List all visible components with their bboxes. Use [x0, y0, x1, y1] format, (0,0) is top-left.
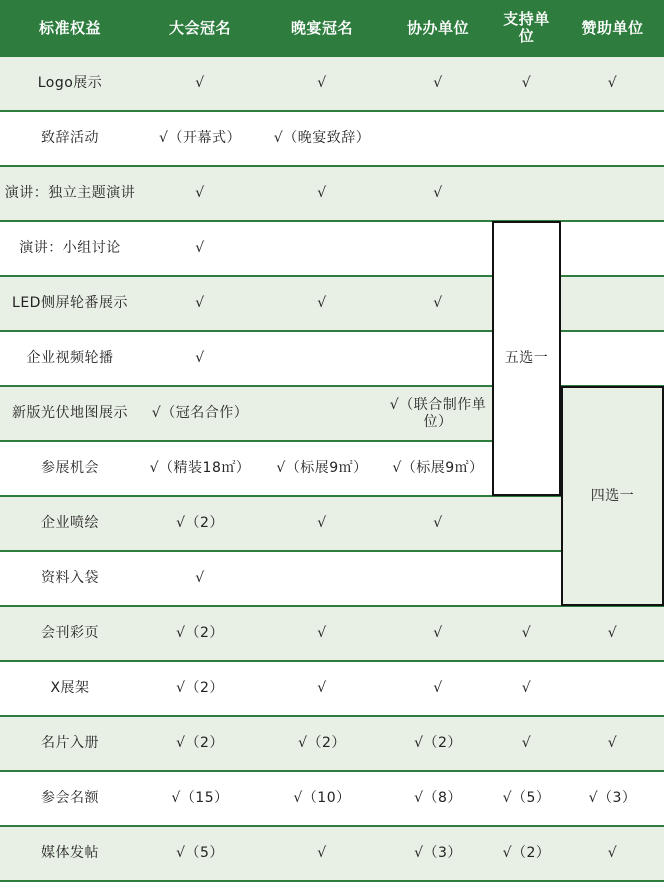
row-divider: [0, 825, 664, 827]
row-value: [561, 166, 664, 221]
choose-four-label: 四选一: [590, 487, 635, 504]
row-label: 媒体发帖: [41, 845, 99, 861]
row-divider: [0, 330, 664, 332]
row-value: √: [607, 75, 618, 91]
row-value: [260, 331, 384, 386]
row-value: √: [317, 515, 327, 531]
row-value: √: [433, 680, 443, 696]
row-value: √: [317, 295, 327, 311]
row-label: 致辞活动: [41, 130, 99, 146]
row-value: √: [317, 845, 327, 861]
row-label: 参展机会: [41, 460, 99, 476]
row-value: √（晚宴致辞）: [273, 130, 371, 146]
row-divider: [0, 55, 664, 57]
row-value: √（3）: [414, 845, 462, 861]
row-value: [260, 221, 384, 276]
row-value: √（联合制作单位）: [389, 396, 487, 430]
row-label: X展架: [50, 680, 90, 696]
header-col-1: 大会冠名: [140, 0, 260, 56]
choose-five-label: 五选一: [504, 350, 549, 366]
row-value: √（2）: [176, 680, 224, 696]
row-divider: [0, 275, 664, 277]
row-value: √: [195, 295, 205, 311]
row-value: √（3）: [588, 790, 637, 806]
row-value: √: [195, 350, 205, 366]
row-value: [561, 111, 664, 166]
row-value: √（8）: [414, 790, 462, 806]
header-benefit: 标准权益: [0, 0, 140, 56]
row-value: √（5）: [176, 845, 224, 861]
row-value: [492, 166, 561, 221]
row-value: √: [317, 75, 327, 91]
row-value: √: [317, 680, 327, 696]
row-value: [561, 331, 664, 386]
row-divider: [0, 110, 664, 112]
row-value: √: [607, 735, 618, 751]
row-value: [492, 496, 561, 551]
row-value: √: [521, 625, 532, 641]
row-value: √: [521, 680, 532, 696]
row-value: √: [195, 185, 205, 201]
row-label: 演讲：独立主题演讲: [4, 185, 136, 201]
row-value: [384, 331, 492, 386]
row-value: √: [317, 185, 327, 201]
row-value: [492, 551, 561, 606]
row-value: √（15）: [171, 790, 229, 806]
row-value: √（冠名合作）: [151, 405, 249, 421]
row-value: √（2）: [502, 845, 551, 861]
row-label: 名片入册: [41, 735, 99, 751]
row-value: [384, 221, 492, 276]
row-value: [561, 276, 664, 331]
row-value: [561, 221, 664, 276]
header-col-3: 协办单位: [384, 0, 492, 56]
row-label: 资料入袋: [41, 570, 99, 586]
row-value: [492, 111, 561, 166]
row-value: √（2）: [176, 515, 224, 531]
row-value: √: [433, 185, 443, 201]
row-value: √: [433, 75, 443, 91]
row-label: 参会名额: [41, 790, 99, 806]
row-divider: [0, 220, 664, 222]
row-value: [384, 551, 492, 606]
row-divider: [0, 165, 664, 167]
header-col-2: 晚宴冠名: [260, 0, 384, 56]
row-value: √: [433, 515, 443, 531]
row-value: [384, 111, 492, 166]
row-divider: [0, 770, 664, 772]
row-value: √: [317, 625, 327, 641]
row-value: [260, 386, 384, 441]
row-value: √: [521, 735, 532, 751]
row-value: √: [433, 625, 443, 641]
row-value: √（2）: [298, 735, 346, 751]
row-value: √（标展9㎡）: [392, 460, 484, 476]
row-value: √: [433, 295, 443, 311]
row-value: √（开幕式）: [159, 130, 241, 146]
row-value: √（2）: [414, 735, 462, 751]
row-value: √: [195, 75, 205, 91]
header-col-4: 支持单位: [492, 0, 561, 56]
row-value: [561, 661, 664, 716]
row-value: √（标展9㎡）: [276, 460, 368, 476]
row-value: √（2）: [176, 735, 224, 751]
row-value: √: [195, 570, 205, 586]
row-value: √: [195, 240, 205, 256]
header-col-5: 赞助单位: [561, 0, 664, 56]
row-value: √（2）: [176, 625, 224, 641]
row-label: LED侧屏轮番展示: [12, 295, 128, 311]
row-label: 新版光伏地图展示: [12, 405, 128, 421]
row-label: 演讲：小组讨论: [19, 240, 121, 256]
row-label: Logo展示: [37, 75, 103, 91]
row-value: √: [521, 75, 532, 91]
row-label: 企业喷绘: [41, 515, 99, 531]
row-value: [260, 551, 384, 606]
row-value: √: [607, 625, 618, 641]
row-divider: [0, 660, 664, 662]
row-divider: [0, 715, 664, 717]
row-label: 企业视频轮播: [26, 350, 114, 366]
row-value: √（精装18㎡）: [149, 460, 251, 476]
row-value: √（5）: [502, 790, 551, 806]
row-label: 会刊彩页: [41, 625, 99, 641]
row-value: √（10）: [293, 790, 351, 806]
row-value: √: [607, 845, 618, 861]
